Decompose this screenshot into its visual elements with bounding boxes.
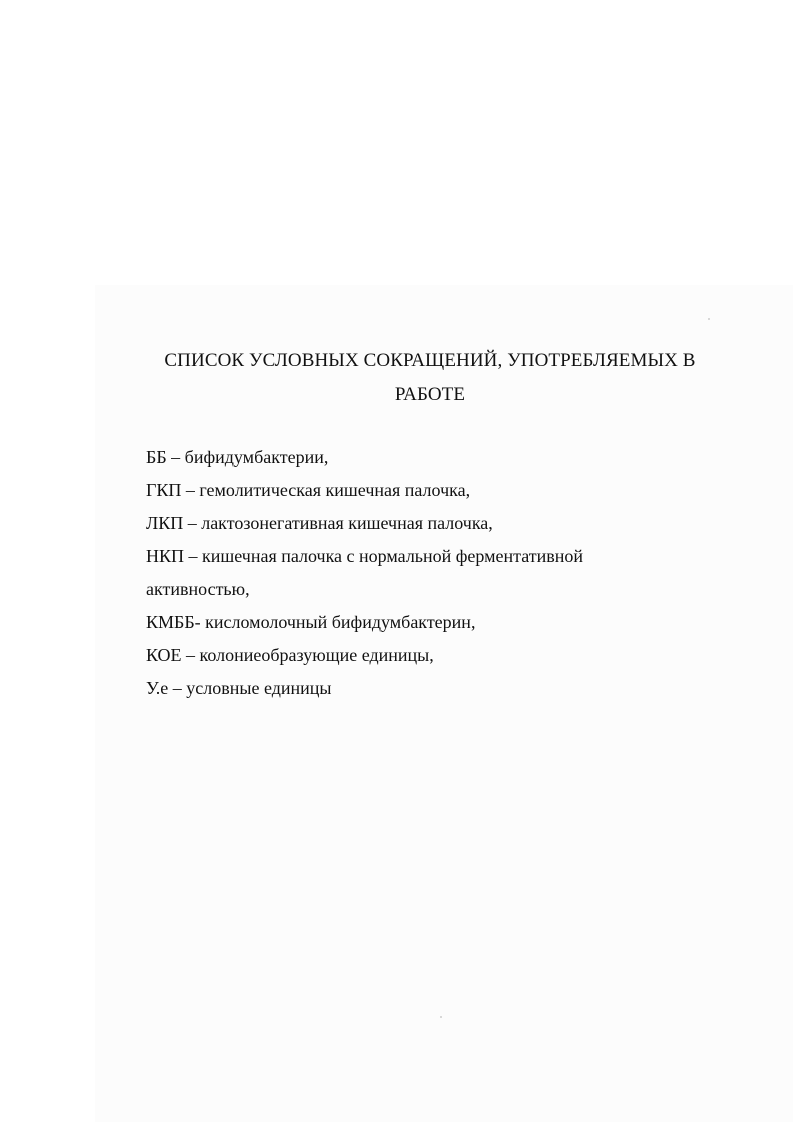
title-line-2: РАБОТЕ xyxy=(394,384,466,405)
abbreviation-line: НКП – кишечная палочка с нормальной ферментативной xyxy=(146,546,584,566)
scan-speck xyxy=(708,318,710,320)
abbreviation-line: ББ – бифидумбактерии, xyxy=(146,447,329,467)
abbreviation-line: ГКП – гемолитическая кишечная палочка, xyxy=(146,480,471,500)
abbreviation-list xyxy=(146,441,706,705)
abbreviation-line-continuation: активностью, xyxy=(146,579,250,599)
page-title xyxy=(130,344,730,412)
title-line-1: СПИСОК УСЛОВНЫХ СОКРАЩЕНИЙ, УПОТРЕБЛЯЕМЫХ В xyxy=(164,350,696,371)
abbreviation-line: ЛКП – лактозонегативная кишечная палочка, xyxy=(146,513,493,533)
abbreviation-line: КОЕ – колониеобразующие единицы, xyxy=(146,645,434,665)
scan-speck xyxy=(440,1016,442,1018)
abbreviation-line: У.е – условные единицы xyxy=(146,678,332,698)
abbreviation-line: КМББ- кисломолочный бифидумбактерин, xyxy=(146,612,476,632)
